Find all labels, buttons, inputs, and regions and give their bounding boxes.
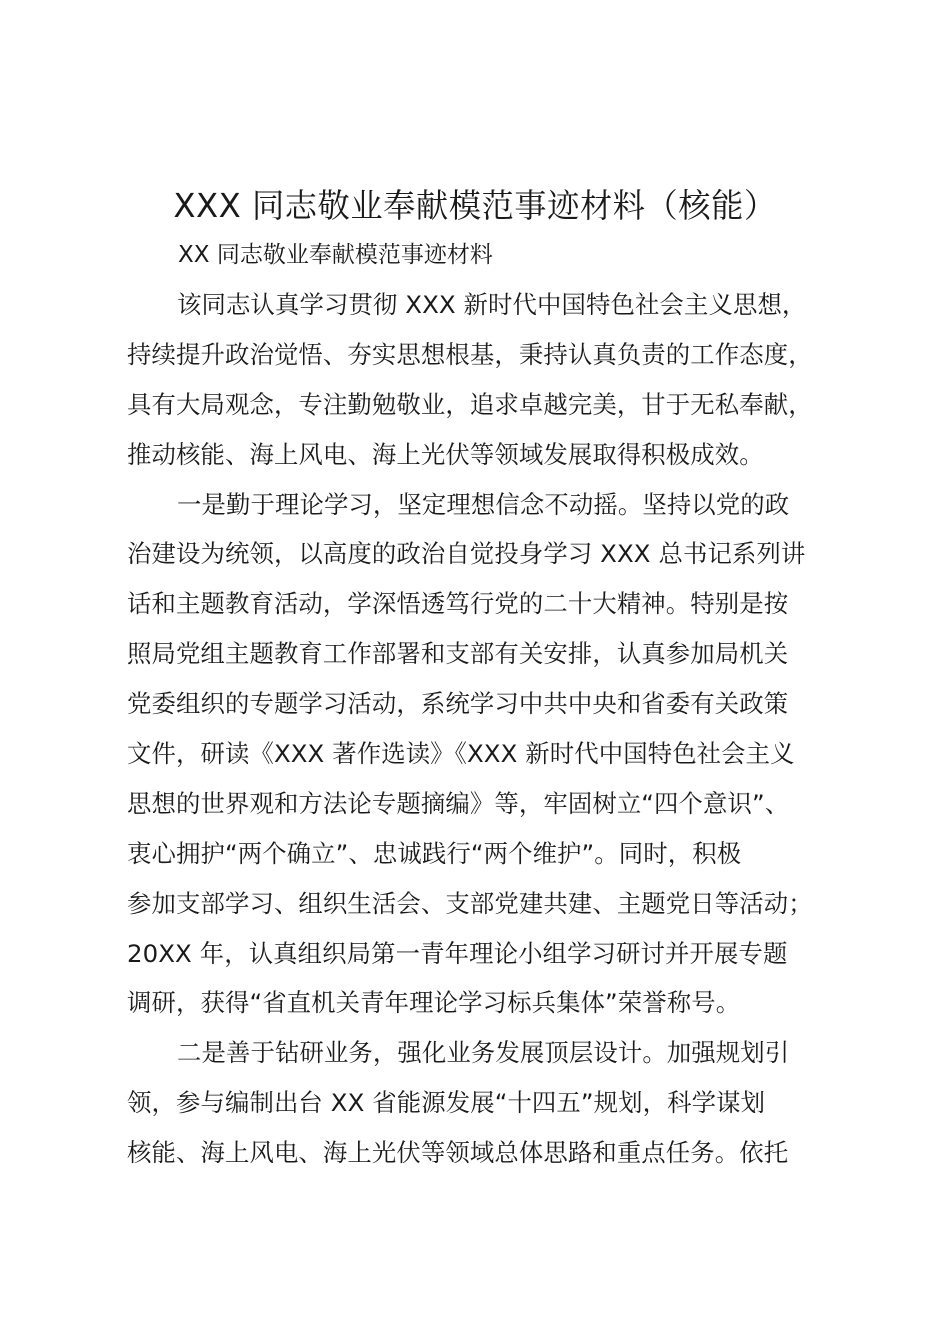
paragraph-line: 20XX 年，认真组织局第一青年理论小组学习研讨并开展专题 <box>127 939 788 968</box>
paragraph-line: 具有大局观念，专注勤勉敬业，追求卓越完美，甘于无私奉献， <box>127 390 813 419</box>
paragraph-line: 推动核能、海上风电、海上光伏等领域发展取得积极成效。 <box>127 440 764 469</box>
paragraph-line: 核能、海上风电、海上光伏等领域总体思路和重点任务。依托 <box>127 1138 789 1167</box>
paragraph-line: 调研，获得“省直机关青年理论学习标兵集体”荣誉称号。 <box>127 988 741 1017</box>
paragraph-line: 领，参与编制出台 XX 省能源发展“十四五”规划，科学谋划 <box>127 1088 766 1117</box>
document-subtitle: XX 同志敬业奉献模范事迹材料 <box>178 242 493 268</box>
paragraph-line: 参加支部学习、组织生活会、支部党建共建、主题党日等活动； <box>127 889 813 918</box>
paragraph-line: 一是勤于理论学习，坚定理想信念不动摇。坚持以党的政 <box>177 490 790 519</box>
paragraph-line: 党委组织的专题学习活动，系统学习中共中央和省委有关政策 <box>127 689 789 718</box>
paragraph-line: 照局党组主题教育工作部署和支部有关安排，认真参加局机关 <box>127 639 789 668</box>
paragraph-line: 文件，研读《XXX 著作选读》《XXX 新时代中国特色社会主义 <box>127 739 795 768</box>
paragraph-line: 治建设为统领，以高度的政治自觉投身学习 XXX 总书记系列讲 <box>127 539 806 568</box>
paragraph-line: 衷心拥护“两个确立”、忠诚践行“两个维护”。同时，积极 <box>127 839 742 868</box>
paragraph-line: 思想的世界观和方法论专题摘编》等，牢固树立“四个意识”、 <box>127 789 790 818</box>
document-title: XXX 同志敬业奉献模范事迹材料（核能） <box>173 186 777 225</box>
paragraph-line: 话和主题教育活动，学深悟透笃行党的二十大精神。特别是按 <box>127 589 789 618</box>
paragraph-line: 二是善于钻研业务，强化业务发展顶层设计。加强规划引 <box>177 1038 790 1067</box>
paragraph-line: 持续提升政治觉悟、夯实思想根基，秉持认真负责的工作态度， <box>127 340 813 369</box>
paragraph-line: 该同志认真学习贯彻 XXX 新时代中国特色社会主义思想， <box>177 290 807 319</box>
